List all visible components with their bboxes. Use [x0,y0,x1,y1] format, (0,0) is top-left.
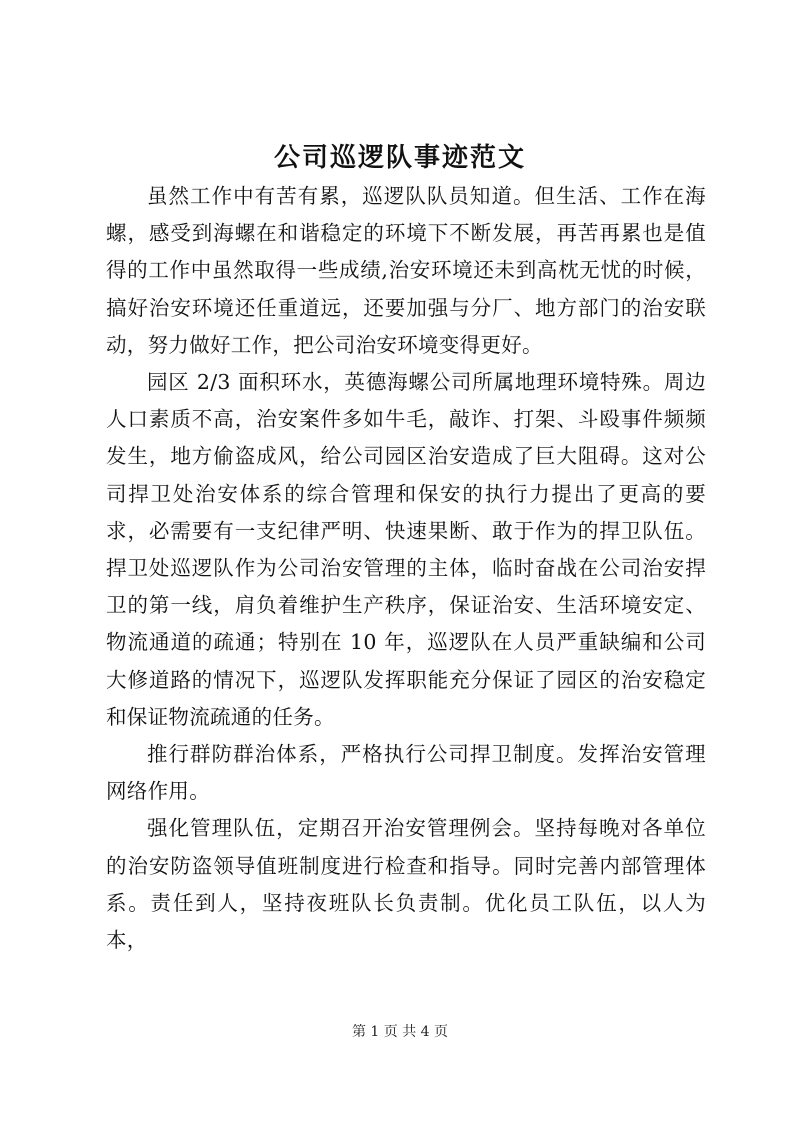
document-body [106,178,706,959]
paragraph-2: 园区 2/3 面积环水，英德海螺公司所属地理环境特殊。周边人口素质不高，治安案件多如牛毛，敲诈、打架、斗殴事件频频发生，地方偷盗成风，给公司园区治安造成了巨大阻碍。这对公司捍卫处治安体系的综合管理和保安的执行力提出了更高的要求，必需要有一支纪律严明、快速果断、敢于作为的捍卫队伍。捍卫处巡逻队作为公司治安管理的主体，临时奋战在公司治安捍卫的第一线，肩负着维护生产秩序，保证治安、生活环境安定、物流通道的疏通；特别在 10 年，巡逻队在人员严重缺编和公司大修道路的情况下，巡逻队发挥职能充分保证了园区的治安稳定和保证物流疏通的任务。 [106,370,706,729]
paragraph-1: 虽然工作中有苦有累，巡逻队队员知道。但生活、工作在海螺，感受到海螺在和谐稳定的环境下不断发展，再苦再累也是值得的工作中虽然取得一些成绩,治安环境还未到高枕无忧的时候，搞好治安环境还任重道远，还要加强与分厂、地方部门的治安联动，努力做好工作，把公司治安环境变得更好。 [106,184,706,357]
page-title: 公司巡逻队事迹范文 [273,143,526,173]
paragraph-3: 推行群防群治体系，严格执行公司捍卫制度。发挥治安管理网络作用。 [106,742,706,804]
paragraph-4: 强化管理队伍，定期召开治安管理例会。坚持每晚对各单位的治安防盗领导值班制度进行检查和指导。同时完善内部管理体系。责任到人，坚持夜班队长负责制。优化员工队伍，以人为本， [106,816,706,953]
page-footer: 第 1 页 共 4 页 [351,1024,449,1040]
